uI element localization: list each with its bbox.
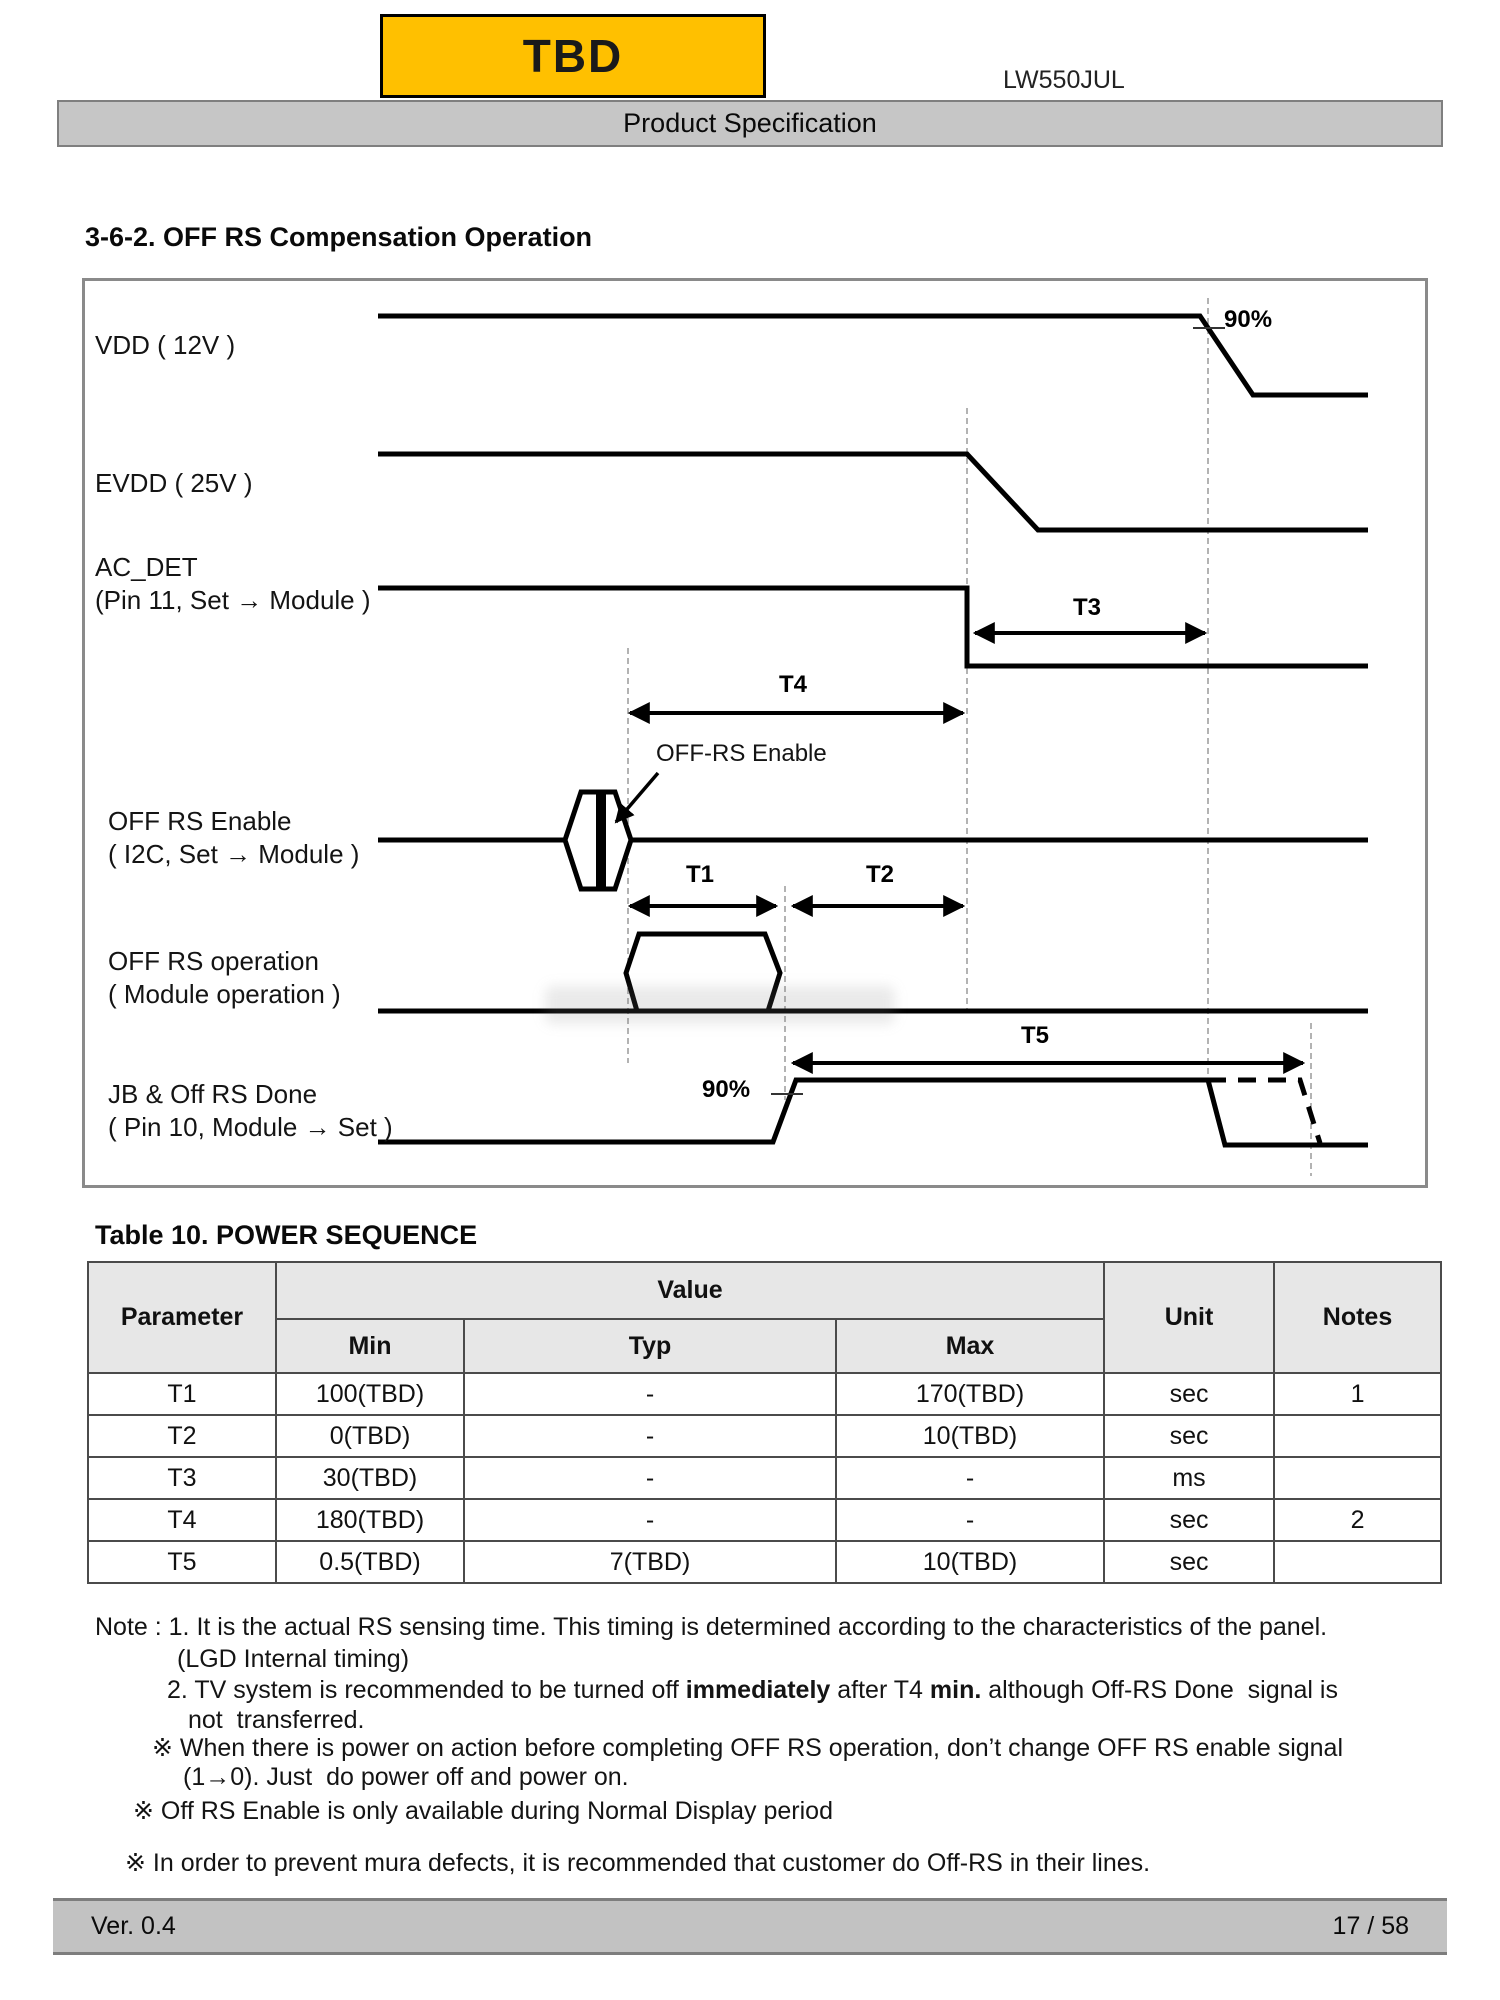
footer-version: Ver. 0.4 <box>91 1912 176 1940</box>
evdd-waveform <box>378 454 1368 530</box>
note-line-3-post: although Off-RS Done signal is <box>981 1676 1338 1704</box>
offrs-enable-annotation: OFF-RS Enable <box>656 740 827 767</box>
footer-bar <box>53 1898 1447 1955</box>
cell-typ: - <box>464 1499 836 1541</box>
t5-label: T5 <box>1020 1022 1049 1049</box>
cell-unit: sec <box>1104 1373 1274 1415</box>
cell-notes <box>1274 1415 1441 1457</box>
power-sequence-table <box>87 1261 1442 1584</box>
note-line-3 <box>167 1676 1338 1705</box>
section-title: 3-6-2. OFF RS Compensation Operation <box>85 222 593 252</box>
note-line-8: ※ In order to prevent mura defects, it is recommended that customer do Off-RS in their lines. <box>125 1849 1151 1877</box>
col-header-notes: Notes <box>1274 1262 1441 1373</box>
timing-diagram-svg <box>85 281 1425 1185</box>
note-line-3-mid: after T4 <box>830 1676 930 1704</box>
vdd-90-percent-label: 90% <box>1224 306 1273 333</box>
jb-done-waveform <box>378 1080 1368 1145</box>
document-title: Product Specification <box>623 108 877 138</box>
cell-notes <box>1274 1457 1441 1499</box>
cell-unit: sec <box>1104 1499 1274 1541</box>
note-line-3-pre: 2. TV system is recommended to be turned off <box>167 1676 686 1704</box>
footer-page-number: 17 / 58 <box>1332 1912 1409 1940</box>
table-title: Table 10. POWER SEQUENCE <box>95 1220 478 1250</box>
signal-label-offrs-operation: OFF RS operation <box>108 946 319 976</box>
cell-max: 10(TBD) <box>836 1415 1104 1457</box>
cell-typ: - <box>464 1373 836 1415</box>
note-line-6: (1→0). Just do power off and power on. <box>183 1763 629 1791</box>
cell-notes <box>1274 1541 1441 1583</box>
note-line-4: not transferred. <box>188 1706 365 1734</box>
signal-sublabel-acdet: (Pin 11, Set → Module ) <box>95 585 371 615</box>
watermark-smudge <box>545 986 895 1024</box>
cell-typ: - <box>464 1457 836 1499</box>
cell-parameter: T1 <box>88 1373 276 1415</box>
col-header-value: Value <box>276 1262 1104 1319</box>
col-header-min: Min <box>276 1319 464 1373</box>
note-line-5: ※ When there is power on action before completing OFF RS operation, don’t change OFF RS enable signal <box>152 1734 1344 1762</box>
cell-parameter: T5 <box>88 1541 276 1583</box>
cell-min: 30(TBD) <box>276 1457 464 1499</box>
cell-parameter: T2 <box>88 1415 276 1457</box>
jb-done-dashed-fall <box>1208 1080 1320 1143</box>
table-row-t1 <box>88 1373 1441 1415</box>
signal-sublabel-offrs-enable: ( I2C, Set → Module ) <box>108 839 360 869</box>
cell-notes: 1 <box>1274 1373 1441 1415</box>
col-header-typ: Typ <box>464 1319 836 1373</box>
note-line-1: Note : 1. It is the actual RS sensing time. This timing is determined according to the characteristics of the panel. <box>95 1613 1328 1641</box>
cell-typ: - <box>464 1415 836 1457</box>
cell-max: - <box>836 1457 1104 1499</box>
cell-min: 180(TBD) <box>276 1499 464 1541</box>
table-row-t2 <box>88 1415 1441 1457</box>
cell-unit: sec <box>1104 1415 1274 1457</box>
cell-parameter: T3 <box>88 1457 276 1499</box>
signal-sublabel-jb-done: ( Pin 10, Module → Set ) <box>108 1112 393 1142</box>
note-line-3-bold-immediately: immediately <box>685 1676 831 1704</box>
model-number: LW550JUL <box>1003 66 1125 94</box>
cell-unit: ms <box>1104 1457 1274 1499</box>
t4-label: T4 <box>778 671 807 698</box>
note-line-3-bold-min: min. <box>929 1676 982 1704</box>
cell-max: - <box>836 1499 1104 1541</box>
signal-label-acdet: AC_DET <box>95 552 198 582</box>
document-title-bar <box>57 100 1443 147</box>
table-row-t3 <box>88 1457 1441 1499</box>
signal-label-offrs-enable: OFF RS Enable <box>108 806 292 836</box>
col-header-unit: Unit <box>1104 1262 1274 1373</box>
acdet-waveform <box>378 588 1368 666</box>
cell-min: 0(TBD) <box>276 1415 464 1457</box>
signal-label-vdd: VDD ( 12V ) <box>95 330 236 360</box>
guide-lines <box>628 298 1311 1176</box>
cell-parameter: T4 <box>88 1499 276 1541</box>
cell-min: 0.5(TBD) <box>276 1541 464 1583</box>
t1-label: T1 <box>685 861 714 888</box>
offrs-enable-pulse-bar <box>596 792 606 889</box>
signal-label-evdd: EVDD ( 25V ) <box>95 468 253 498</box>
cell-max: 10(TBD) <box>836 1541 1104 1583</box>
t3-label: T3 <box>1072 594 1101 621</box>
table-row-t5 <box>88 1541 1441 1583</box>
tbd-stamp-box <box>380 14 766 98</box>
t2-label: T2 <box>865 861 894 888</box>
timing-diagram-frame <box>82 278 1428 1188</box>
enable-annotation-arrow <box>616 773 658 822</box>
note-line-7: ※ Off RS Enable is only available during Normal Display period <box>133 1797 833 1825</box>
cell-min: 100(TBD) <box>276 1373 464 1415</box>
col-header-parameter: Parameter <box>88 1262 276 1373</box>
signal-label-jb-done: JB & Off RS Done <box>108 1079 318 1109</box>
table-row-t4 <box>88 1499 1441 1541</box>
cell-max: 170(TBD) <box>836 1373 1104 1415</box>
cell-typ: 7(TBD) <box>464 1541 836 1583</box>
jb-90-percent-label: 90% <box>702 1076 751 1103</box>
col-header-max: Max <box>836 1319 1104 1373</box>
tbd-stamp-label: TBD <box>522 30 624 82</box>
note-line-2: (LGD Internal timing) <box>177 1645 410 1673</box>
cell-notes: 2 <box>1274 1499 1441 1541</box>
cell-unit: sec <box>1104 1541 1274 1583</box>
signal-sublabel-offrs-operation: ( Module operation ) <box>108 979 341 1009</box>
